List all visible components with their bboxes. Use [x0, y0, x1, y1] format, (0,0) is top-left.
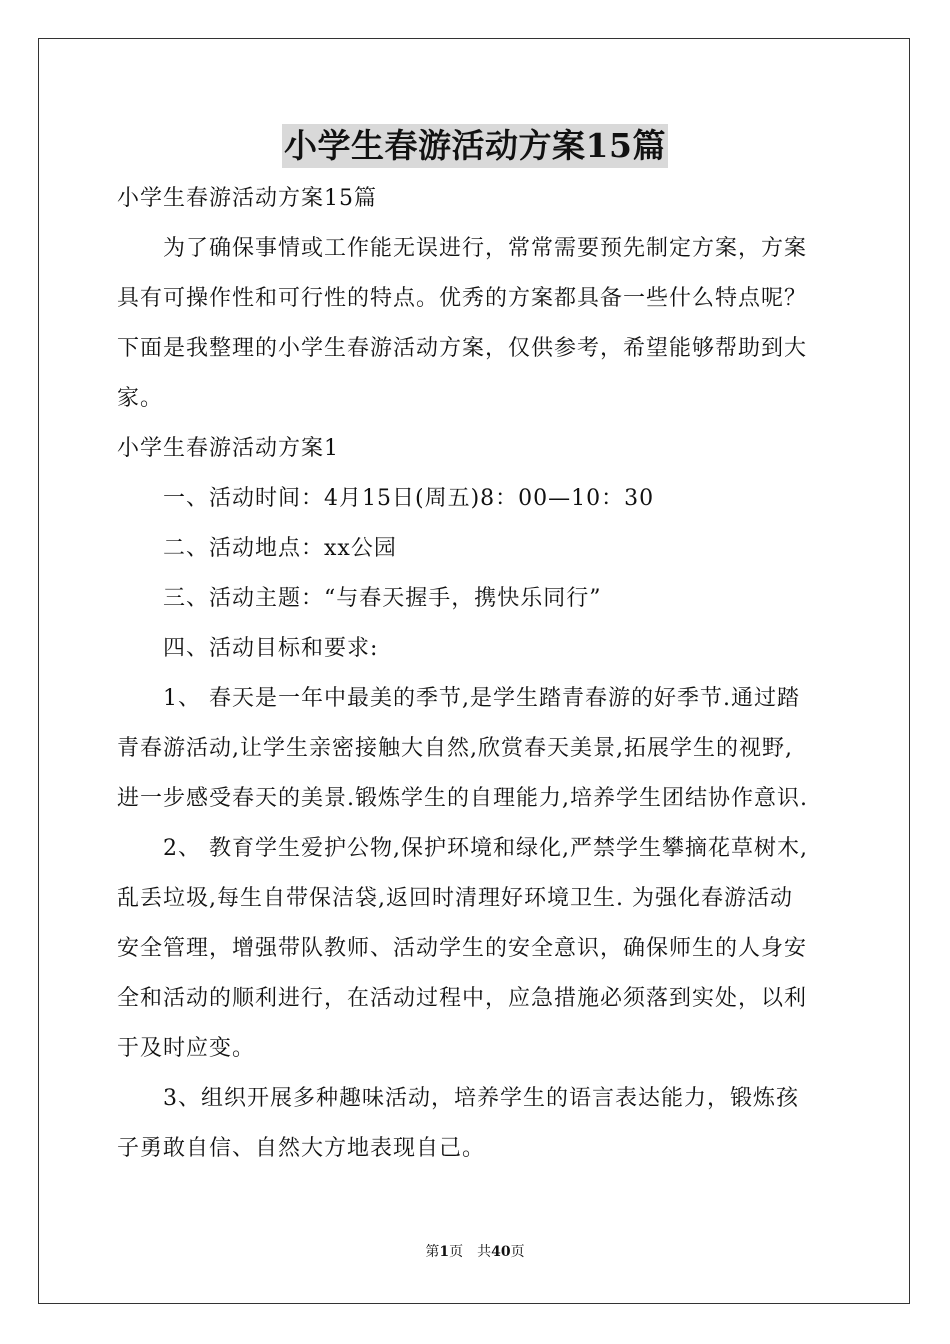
subtitle-line: 小学生春游活动方案15篇 [117, 186, 377, 211]
footer-suffix: 页 [510, 1244, 525, 1260]
footer-page-number: 1 [439, 1244, 450, 1260]
paragraph-line: 2、 教育学生爱护公物,保护环境和绿化,严禁学生攀摘花草树木, [117, 836, 808, 861]
paragraph-line: 乱丢垃圾,每生自带保洁袋,返回时清理好环境卫生. 为强化春游活动 [117, 886, 793, 911]
footer-total-pages: 40 [491, 1244, 511, 1260]
paragraph-line: 具有可操作性和可行性的特点。优秀的方案都具备一些什么特点呢？ [117, 286, 808, 311]
paragraph-line: 子勇敢自信、自然大方地表现自己。 [117, 1136, 486, 1161]
footer-mid: 页 共 [449, 1244, 492, 1260]
paragraph-line: 二、活动地点：xx公园 [117, 536, 397, 561]
footer-prefix: 第 [425, 1244, 440, 1260]
paragraph-line: 1、 春天是一年中最美的季节,是学生踏青春游的好季节.通过踏 [117, 686, 800, 711]
paragraph-line: 于及时应变。 [117, 1036, 256, 1061]
paragraph-line: 四、活动目标和要求: [117, 636, 379, 661]
paragraph-line: 家。 [117, 386, 164, 411]
page-border [38, 38, 910, 1304]
section-heading: 小学生春游活动方案1 [117, 436, 339, 461]
paragraph-line: 3、组织开展多种趣味活动，培养学生的语言表达能力，锻炼孩 [117, 1086, 799, 1111]
document-title: 小学生春游活动方案15篇 [282, 124, 668, 168]
paragraph-line: 为了确保事情或工作能无误进行，常常需要预先制定方案，方案 [117, 236, 808, 261]
paragraph-line: 一、活动时间：4月15日(周五)8：00—10：30 [117, 486, 655, 511]
paragraph-line: 青春游活动,让学生亲密接触大自然,欣赏春天美景,拓展学生的视野, [117, 736, 793, 761]
page-footer [0, 1242, 950, 1262]
paragraph-line: 全和活动的顺利进行，在活动过程中，应急措施必须落到实处，以利 [117, 986, 808, 1011]
title-container [0, 124, 950, 168]
paragraph-line: 三、活动主题：“与春天握手，携快乐同行” [117, 586, 602, 611]
paragraph-line: 进一步感受春天的美景.锻炼学生的自理能力,培养学生团结协作意识. [117, 786, 808, 811]
paragraph-line: 安全管理，增强带队教师、活动学生的安全意识，确保师生的人身安 [117, 936, 808, 961]
paragraph-line: 下面是我整理的小学生春游活动方案，仅供参考，希望能够帮助到大 [117, 336, 808, 361]
